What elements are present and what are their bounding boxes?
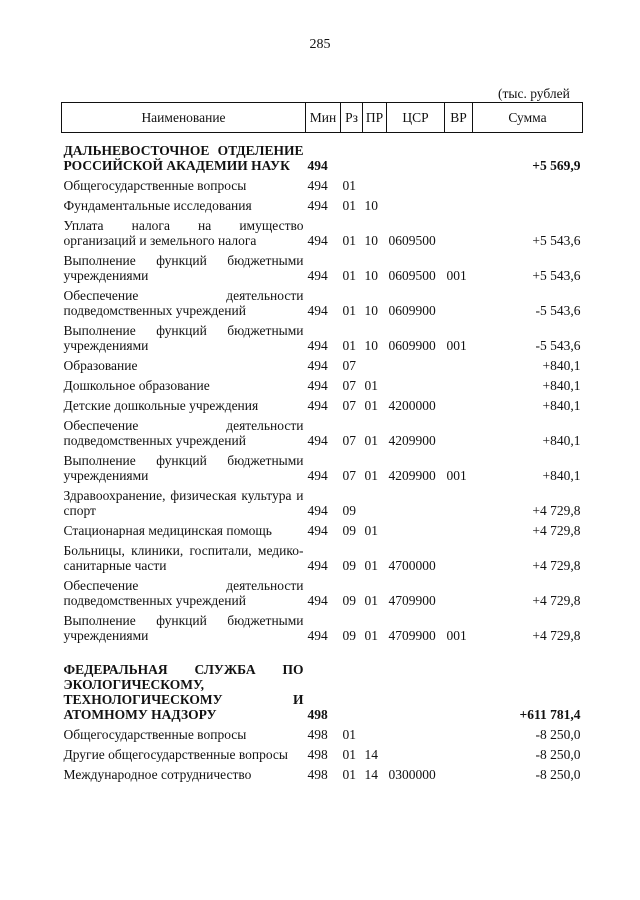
cell-vr <box>445 724 473 744</box>
cell-min: 494 <box>307 303 328 318</box>
cell-pr <box>363 133 387 176</box>
cell-pr: 10 <box>364 338 378 353</box>
cell-min: 494 <box>307 233 328 248</box>
table-row <box>62 610 583 645</box>
cell-vr <box>445 659 473 724</box>
table-row <box>62 285 583 320</box>
table-row <box>62 764 583 784</box>
cell-csr <box>387 659 445 724</box>
table-row <box>62 485 583 520</box>
cell-name: Детские дошкольные учреждения <box>63 398 259 413</box>
cell-pr <box>363 659 387 724</box>
cell-rz: 01 <box>342 268 356 283</box>
cell-name: Фундаментальные исследования <box>63 198 252 213</box>
cell-csr: 4709900 <box>388 593 436 608</box>
cell-name: Уплата налога на имущество организаций и земельного налога <box>63 218 304 248</box>
cell-name: Выполнение функций бюджетными учреждениями <box>63 453 304 483</box>
cell-csr <box>387 195 445 215</box>
cell-rz: 01 <box>342 303 356 318</box>
cell-pr <box>363 355 387 375</box>
section-row <box>62 133 583 176</box>
cell-name: Общегосударственные вопросы <box>63 727 247 742</box>
table-row <box>62 540 583 575</box>
cell-min: 498 <box>307 747 328 762</box>
cell-name: Дошкольное образование <box>63 378 210 393</box>
cell-csr: 0609500 <box>388 233 436 248</box>
cell-rz: 09 <box>342 558 356 573</box>
cell-rz: 07 <box>342 378 356 393</box>
cell-vr <box>445 355 473 375</box>
cell-vr <box>445 175 473 195</box>
cell-vr <box>445 133 473 176</box>
cell-rz: 01 <box>342 233 356 248</box>
cell-rz: 07 <box>342 433 356 448</box>
cell-name: Выполнение функций бюджетными учреждениями <box>63 253 304 283</box>
cell-vr <box>445 195 473 215</box>
cell-vr <box>445 520 473 540</box>
header-min: Мин <box>306 103 341 133</box>
cell-rz: 07 <box>342 398 356 413</box>
cell-vr <box>445 764 473 784</box>
table-row <box>62 355 583 375</box>
table-row <box>62 520 583 540</box>
cell-pr: 10 <box>364 233 378 248</box>
cell-pr: 01 <box>364 523 378 538</box>
cell-name: Обеспечение деятельности подведомственных учреждений <box>63 418 304 448</box>
cell-rz <box>341 133 363 176</box>
cell-vr <box>445 485 473 520</box>
cell-min: 494 <box>307 178 328 193</box>
cell-min: 494 <box>307 398 328 413</box>
cell-pr: 14 <box>364 747 378 762</box>
cell-min: 494 <box>307 523 328 538</box>
cell-pr: 01 <box>364 628 378 643</box>
cell-name: Общегосударственные вопросы <box>63 178 247 193</box>
cell-min: 498 <box>307 767 328 782</box>
cell-csr: 0300000 <box>388 767 436 782</box>
cell-csr <box>387 375 445 395</box>
cell-csr: 4700000 <box>388 558 436 573</box>
cell-pr: 01 <box>364 593 378 608</box>
cell-pr: 10 <box>364 303 378 318</box>
cell-min: 494 <box>307 198 328 213</box>
table-row <box>62 724 583 744</box>
cell-vr: 001 <box>446 468 467 483</box>
cell-vr: 001 <box>446 268 467 283</box>
cell-rz: 01 <box>342 727 356 742</box>
cell-vr <box>445 285 473 320</box>
cell-pr <box>363 724 387 744</box>
spacer-row <box>62 645 583 659</box>
cell-rz: 09 <box>342 503 356 518</box>
cell-sum: +4 729,8 <box>532 523 581 538</box>
cell-csr: 4209900 <box>388 433 436 448</box>
table-row <box>62 175 583 195</box>
cell-vr: 001 <box>446 338 467 353</box>
cell-sum: +4 729,8 <box>532 503 581 518</box>
cell-name: Другие общегосударственные вопросы <box>63 747 288 762</box>
table-row <box>62 415 583 450</box>
cell-vr <box>445 395 473 415</box>
table-row <box>62 450 583 485</box>
header-vr: ВР <box>445 103 473 133</box>
cell-vr <box>445 215 473 250</box>
cell-rz: 07 <box>342 468 356 483</box>
unit-note: (тыс. рублей <box>498 86 570 101</box>
cell-sum <box>473 195 583 215</box>
cell-name: Выполнение функций бюджетными учреждениями <box>63 613 304 643</box>
cell-sum: +840,1 <box>542 398 581 413</box>
cell-name: Выполнение функций бюджетными учреждениями <box>63 323 304 353</box>
cell-rz: 07 <box>342 358 356 373</box>
cell-rz: 01 <box>342 338 356 353</box>
cell-pr: 14 <box>364 767 378 782</box>
cell-rz: 01 <box>342 747 356 762</box>
table-row <box>62 320 583 355</box>
cell-name: Обеспечение деятельности подведомственных учреждений <box>63 578 304 608</box>
cell-min: 494 <box>307 468 328 483</box>
cell-name: Международное сотрудничество <box>63 767 252 782</box>
cell-name: Образование <box>63 358 138 373</box>
table-row <box>62 395 583 415</box>
cell-sum: -8 250,0 <box>535 767 581 782</box>
cell-rz: 01 <box>342 178 356 193</box>
cell-vr <box>445 575 473 610</box>
cell-csr <box>387 133 445 176</box>
cell-name: ФЕДЕРАЛЬНАЯ СЛУЖБА ПО ЭКОЛОГИЧЕСКОМУ, ТЕХНОЛОГИЧЕСКОМУ И АТОМНОМУ НАДЗОРУ <box>63 662 304 722</box>
cell-pr: 10 <box>364 268 378 283</box>
cell-min: 494 <box>307 158 328 173</box>
cell-rz <box>341 659 363 724</box>
page-number: 285 <box>309 37 331 52</box>
cell-csr: 4709900 <box>388 628 436 643</box>
cell-csr <box>387 175 445 195</box>
cell-sum: +840,1 <box>542 433 581 448</box>
cell-sum: -8 250,0 <box>535 747 581 762</box>
cell-sum: +611 781,4 <box>519 707 581 722</box>
cell-min: 494 <box>307 358 328 373</box>
cell-min: 494 <box>307 593 328 608</box>
cell-csr: 0609900 <box>388 338 436 353</box>
cell-name: Стационарная медицинская помощь <box>63 523 272 538</box>
table-row <box>62 575 583 610</box>
cell-pr: 01 <box>364 468 378 483</box>
cell-vr <box>445 415 473 450</box>
cell-pr: 10 <box>364 198 378 213</box>
cell-pr <box>363 485 387 520</box>
cell-csr <box>387 724 445 744</box>
cell-name: Больницы, клиники, госпитали, медико-санитарные части <box>63 543 304 573</box>
cell-min: 494 <box>307 378 328 393</box>
cell-vr: 001 <box>446 628 467 643</box>
cell-sum: +840,1 <box>542 378 581 393</box>
cell-min: 494 <box>307 628 328 643</box>
cell-min: 498 <box>307 707 328 722</box>
cell-rz: 01 <box>342 198 356 213</box>
cell-name: Обеспечение деятельности подведомственных учреждений <box>63 288 304 318</box>
cell-csr: 4200000 <box>388 398 436 413</box>
cell-sum: +4 729,8 <box>532 628 581 643</box>
cell-pr: 01 <box>364 398 378 413</box>
table-row <box>62 744 583 764</box>
cell-sum: -5 543,6 <box>535 338 581 353</box>
cell-csr <box>387 744 445 764</box>
cell-min: 494 <box>307 268 328 283</box>
header-pr: ПР <box>363 103 387 133</box>
table-row <box>62 195 583 215</box>
cell-csr <box>387 520 445 540</box>
budget-table <box>61 102 583 784</box>
cell-csr: 4209900 <box>388 468 436 483</box>
cell-sum: -8 250,0 <box>535 727 581 742</box>
cell-pr: 01 <box>364 378 378 393</box>
cell-rz: 09 <box>342 523 356 538</box>
cell-name: ДАЛЬНЕВОСТОЧНОЕ ОТДЕЛЕНИЕ РОССИЙСКОЙ АКАДЕМИИ НАУК <box>63 143 304 173</box>
cell-sum: +4 729,8 <box>532 593 581 608</box>
cell-sum: +4 729,8 <box>532 558 581 573</box>
cell-sum: -5 543,6 <box>535 303 581 318</box>
table-row <box>62 375 583 395</box>
cell-sum: +840,1 <box>542 358 581 373</box>
table-row <box>62 215 583 250</box>
cell-min: 494 <box>307 503 328 518</box>
table-header-row <box>62 103 583 133</box>
cell-rz: 09 <box>342 628 356 643</box>
header-sum: Сумма <box>473 103 583 133</box>
cell-sum: +5 569,9 <box>532 158 581 173</box>
cell-sum <box>473 175 583 195</box>
cell-pr: 01 <box>364 433 378 448</box>
cell-min: 494 <box>307 558 328 573</box>
cell-csr <box>387 355 445 375</box>
cell-vr <box>445 744 473 764</box>
cell-csr <box>387 485 445 520</box>
cell-name: Здравоохранение, физическая культура и спорт <box>63 488 304 518</box>
cell-csr: 0609500 <box>388 268 436 283</box>
header-rz: Рз <box>341 103 363 133</box>
header-csr: ЦСР <box>387 103 445 133</box>
cell-csr: 0609900 <box>388 303 436 318</box>
cell-min: 494 <box>307 433 328 448</box>
cell-pr: 01 <box>364 558 378 573</box>
cell-vr <box>445 375 473 395</box>
cell-min: 498 <box>307 727 328 742</box>
cell-sum: +5 543,6 <box>532 233 581 248</box>
cell-rz: 01 <box>342 767 356 782</box>
cell-vr <box>445 540 473 575</box>
table-row <box>62 250 583 285</box>
cell-sum: +840,1 <box>542 468 581 483</box>
cell-pr <box>363 175 387 195</box>
header-name: Наименование <box>62 103 306 133</box>
section-row <box>62 659 583 724</box>
cell-rz: 09 <box>342 593 356 608</box>
cell-min: 494 <box>307 338 328 353</box>
cell-sum: +5 543,6 <box>532 268 581 283</box>
